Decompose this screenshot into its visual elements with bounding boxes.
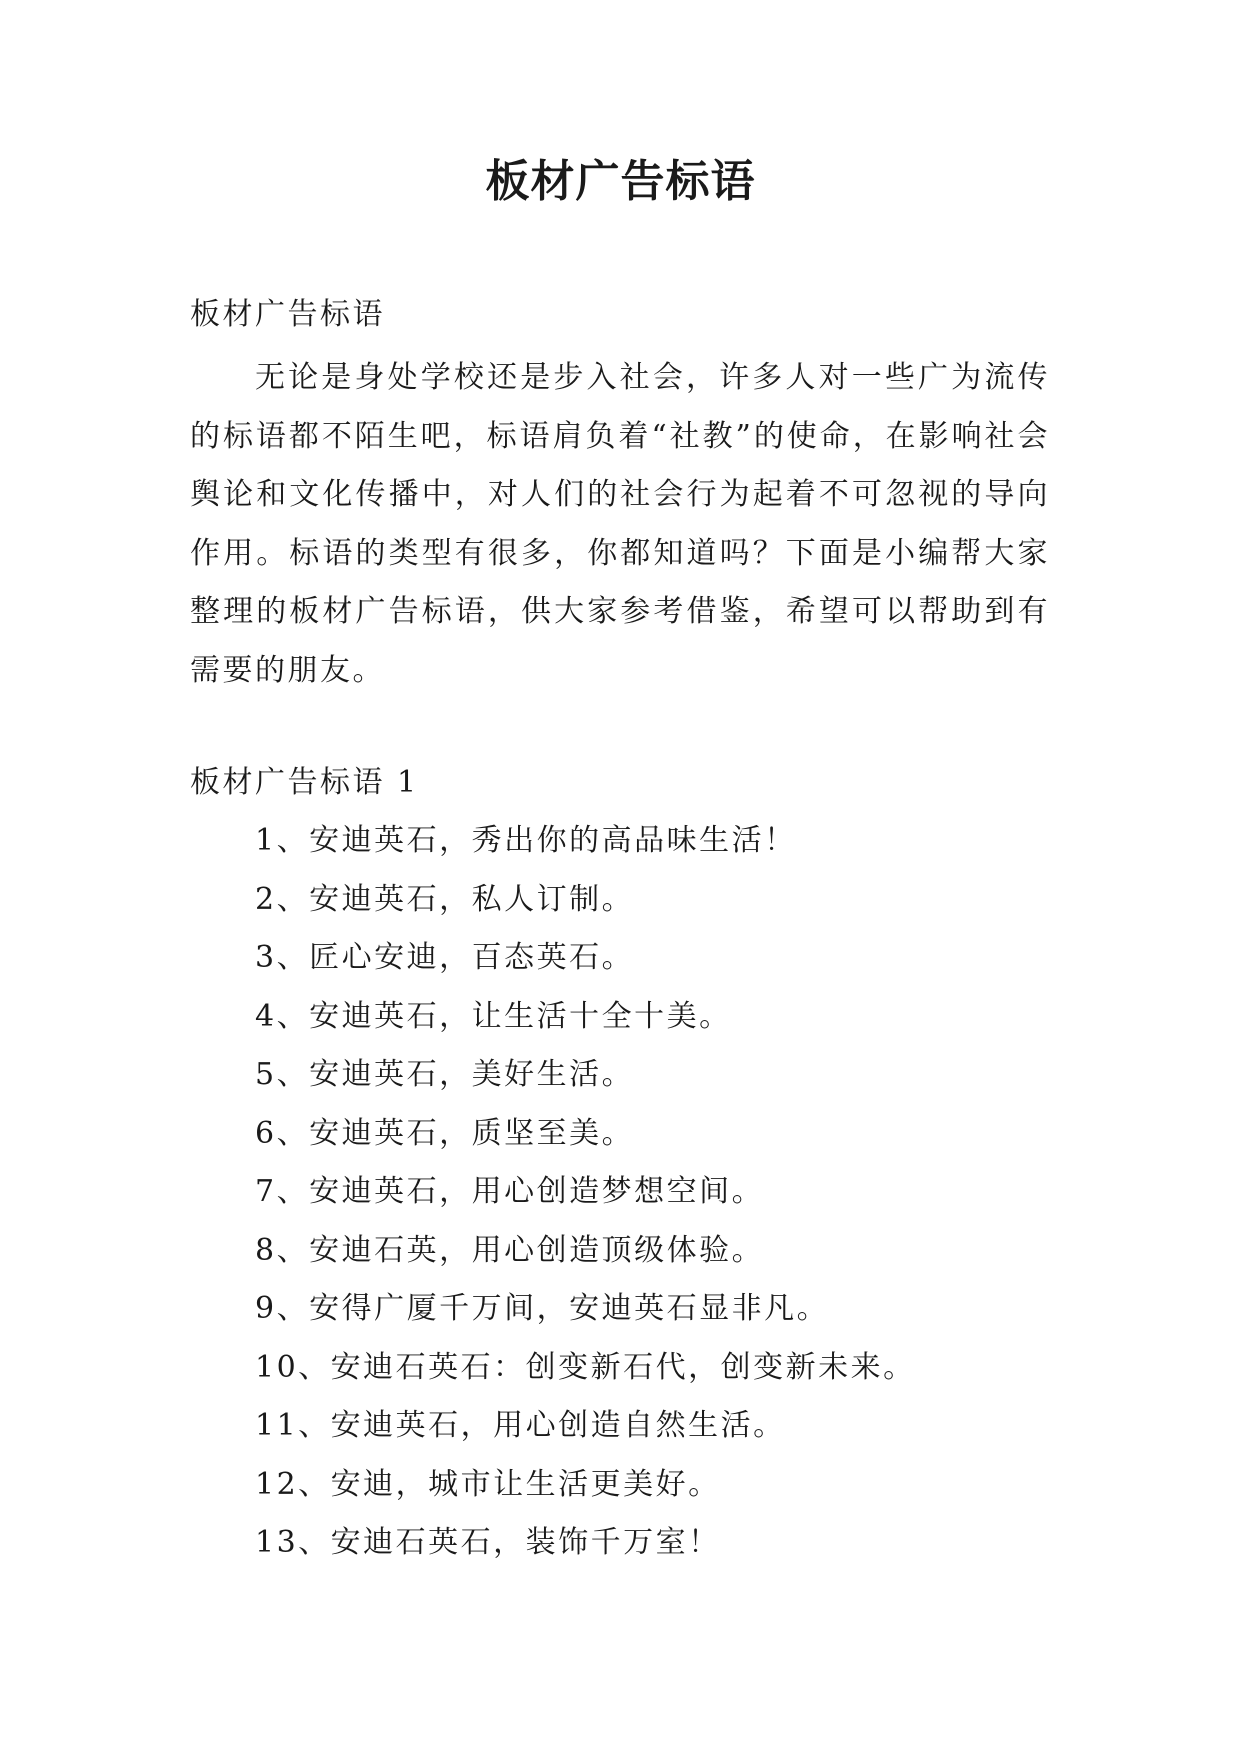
slogan-item: 3、匠心安迪，百态英石。: [255, 940, 635, 975]
slogan-item: 13、安迪石英石，装饰千万室！: [255, 1525, 721, 1560]
slogan-item: 7、安迪英石，用心创造梦想空间。: [255, 1174, 765, 1209]
slogan-item: 1、安迪英石，秀出你的高品味生活！: [255, 823, 797, 858]
slogan-item: 11、安迪英石，用心创造自然生活。: [255, 1408, 786, 1443]
slogan-item: 9、安得广厦千万间，安迪英石显非凡。: [255, 1291, 830, 1326]
document-subtitle: 板材广告标语: [190, 297, 385, 332]
slogan-item: 4、安迪英石，让生活十全十美。: [255, 998, 732, 1034]
slogan-item: 2、安迪英石，私人订制。: [255, 881, 635, 917]
slogan-list: [255, 812, 1075, 1573]
section-heading: 板材广告标语 1: [190, 765, 419, 800]
slogan-item: 8、安迪石英，用心创造顶级体验。: [255, 1232, 765, 1268]
slogan-item: 5、安迪英石，美好生活。: [255, 1057, 635, 1092]
intro-paragraph: 无论是身处学校还是步入社会，许多人对一些广为流传的标语都不陌生吧，标语肩负着“社教”的使命，在影响社会舆论和文化传播中，对人们的社会行为起着不可忽视的导向作用。标语的类型有很多，你都知道吗？下面是小编帮大家整理的板材广告标语，供大家参考借鉴，希望可以帮助到有需要的朋友。: [190, 360, 1050, 688]
document-title: 板材广告标语: [485, 156, 756, 207]
slogan-item: 10、安迪石英石：创变新石代，创变新未来。: [255, 1349, 916, 1385]
slogan-item: 12、安迪，城市让生活更美好。: [255, 1466, 721, 1502]
slogan-item: 6、安迪英石，质坚至美。: [255, 1115, 635, 1151]
